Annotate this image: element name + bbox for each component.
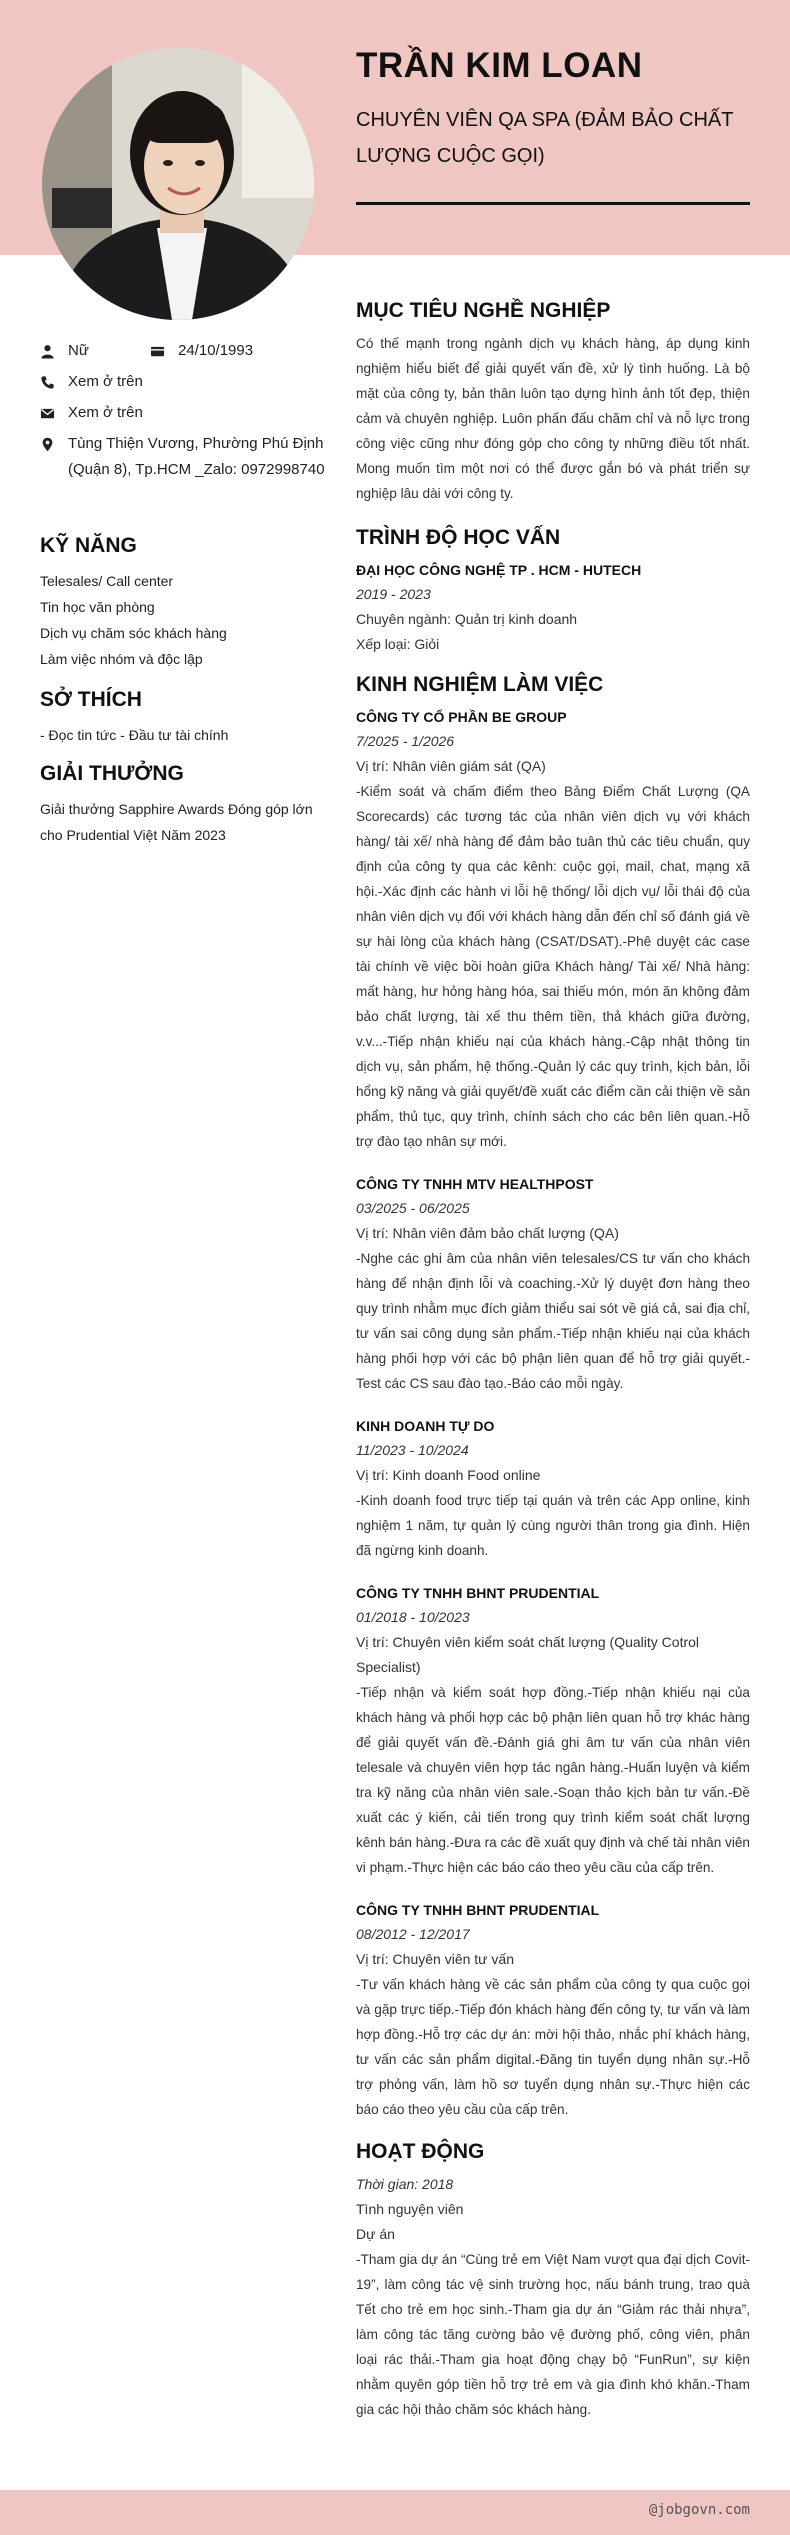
company-name: CÔNG TY CỔ PHẦN BE GROUP — [356, 709, 567, 725]
gender-value: Nữ — [68, 342, 89, 359]
job-position: Vị trí: Chuyên viên kiểm soát chất lượng (Quality Cotrol Specialist) — [356, 1634, 700, 1675]
education-section — [356, 526, 750, 657]
contact-section — [40, 338, 330, 483]
birthday-value: 24/10/1993 — [178, 342, 254, 359]
address-row — [40, 431, 330, 483]
footer-watermark: @jobgovn.com — [648, 2502, 750, 2518]
phone-icon — [40, 369, 68, 395]
company-name: CÔNG TY TNHH BHNT PRUDENTIAL — [356, 1585, 600, 1601]
education-period: 2019 - 2023 — [356, 586, 431, 602]
job-position: Vị trí: Kinh doanh Food online — [356, 1467, 541, 1483]
activity-description: -Tham gia dự án “Cùng trẻ em Việt Nam vượt qua đại dịch Covit-19”, làm công tác vệ sinh trường học, nấu bánh trung, trao quà Tết cho trẻ em học sinh.-Tham gia dự án “Giảm rác thải nhựa”, làm công tác tăng cường bảo vệ đường phố, công viên, phân loại rác thải.-Tham gia hoạt động chạy bộ “FunRun”, sự kiện nhằm quyên góp tiền hỗ trợ trẻ em và gia đình khó khăn.-Tham gia các hội thảo chăm sóc khách hàng. — [356, 2252, 750, 2417]
objective-section — [356, 299, 750, 506]
phone-value: Xem ở trên — [68, 373, 143, 390]
hobbies-section — [40, 688, 330, 748]
activity-role: Tình nguyện viên — [356, 2201, 464, 2217]
envelope-icon — [40, 400, 68, 426]
education-major: Chuyên ngành: Quản trị kinh doanh — [356, 611, 578, 627]
main-content — [356, 299, 750, 2422]
profile-photo — [42, 48, 314, 320]
objective-text: Có thế mạnh trong ngành dịch vụ khách hàng, áp dụng kinh nghiệm hiểu biết để giải quyết vấn đề, xử lý tình huống. Là bộ mặt của công ty, bản thân luôn tạo dựng hình ảnh tốt đẹp, thiện cảm và chuyên nghiệp. Luôn phấn đấu chăm chỉ và nỗ lực trong công việc cũng như đóng góp cho công ty những điều tốt nhất. Mong muốn tìm một nơi có thể được gắn bó và phát triển sự nghiệp lâu dài với công ty. — [356, 336, 750, 501]
skill-item: Telesales/ Call center — [40, 573, 174, 589]
activity-project: Dự án — [356, 2226, 395, 2242]
activities-section — [356, 2140, 750, 2422]
job-description: -Tiếp nhận và kiểm soát hợp đồng.-Tiếp nhận khiếu nại của khách hàng và phối hợp các bộ phận liên quan hỗ trợ khác hàng để giải quyết vấn đề.-Đánh giá ghi âm tư vấn của nhân viên telesale và chuyên viên hợp tác ngân hàng.-Huấn luyện và kiểm tra kỹ năng của nhân viên sale.-Soạn thảo kịch bản tư vấn.-Đề xuất các ý kiến, cải tiến trong quy trình kiểm soát chất lượng kênh bán hàng.-Đưa ra các đề xuất quy định và chế tài nhân viên vi phạm.-Thực hiện các báo cáo theo yêu cầu của cấp trên. — [356, 1685, 750, 1875]
job-description: -Kinh doanh food trực tiếp tại quán và trên các App online, kinh nghiệm 1 năm, tự quản lý cùng người thân trong gia đình. Hiện đã ngừng kinh doanh. — [356, 1493, 750, 1558]
job-period: 08/2012 - 12/2017 — [356, 1926, 470, 1942]
skills-section — [40, 534, 330, 672]
education-grade: Xếp loại: Giỏi — [356, 636, 440, 652]
job-entry — [356, 1581, 750, 1880]
experience-section — [356, 673, 750, 2122]
person-icon — [40, 338, 68, 364]
education-title: TRÌNH ĐỘ HỌC VẤN — [356, 526, 561, 549]
activities-title: HOẠT ĐỘNG — [356, 2140, 485, 2163]
skill-item: Dịch vụ chăm sóc khách hàng — [40, 625, 227, 641]
company-name: KINH DOANH TỰ DO — [356, 1418, 495, 1434]
address-value: Tùng Thiện Vương, Phường Phú Định (Quận 8), Tp.HCM _Zalo: 0972998740 — [68, 435, 325, 478]
job-period: 7/2025 - 1/2026 — [356, 733, 455, 749]
email-value: Xem ở trên — [68, 404, 143, 421]
gender-birthday-row — [40, 338, 330, 364]
phone-row — [40, 369, 330, 395]
title-divider — [356, 202, 750, 205]
awards-section — [40, 762, 316, 848]
job-entry — [356, 1414, 750, 1563]
skills-title: KỸ NĂNG — [40, 534, 137, 557]
job-position: Vị trí: Nhân viên đảm bảo chất lượng (QA) — [356, 1225, 619, 1241]
id-card-icon — [150, 338, 178, 364]
job-description: -Kiểm soát và chấm điểm theo Bảng Điểm Chất Lượng (QA Scorecards) các tương tác của nhân viên dịch vụ với khách hàng/ tài xế/ nhà hàng để đảm bảo tuân thủ các tiêu chuẩn, quy định của công ty qua các kênh: cuộc gọi, mail, chat, mạng xã hội.-Xác định các hành vi lỗi hệ thống/ lỗi dịch vụ/ lỗi thái độ của nhân viên dịch vụ đối với khách hàng dẫn đến chỉ số đánh giá về sự hài lòng của khách hàng (CSAT/DSAT).-Phê duyệt các case tài chính về việc bồi hoàn giữa Khách hàng/ Tài xế/ Nhà hàng: mất hàng, hư hỏng hàng hóa, sai thiếu món, món ăn không đảm bảo chất lượng, tài xế thu thêm tiền, thả khách giữa đường, v.v...-Tiếp nhận khiếu nại của khách hàng.-Cập nhật thông tin dịch vụ, sản phẩm, hệ thống.-Quản lý các quy trình, kịch bản, lỗi hổng kỹ năng và giải quyết/đề xuất các điểm cần cải thiện về sản phẩm, thủ tục, quy trình, chính sách cho các bên liên quan.-Hỗ trợ đào tạo nhân sự mới. — [356, 784, 750, 1149]
job-entry — [356, 1172, 750, 1396]
job-description: -Tư vấn khách hàng về các sản phẩm của công ty qua cuộc gọi và gặp trực tiếp.-Tiếp đón khách hàng đến công ty, tư vấn và làm hợp đồng.-Hỗ trợ các dự án: mời hội thảo, nhắc phí khách hàng, tư vấn các sản phẩm digital.-Đăng tin tuyển dụng nhân sự.-Hỗ trợ phỏng vấn, làm hồ sơ tuyển dụng nhân sự.-Thực hiện các báo cáo theo yêu cầu của cấp trên. — [356, 1977, 750, 2117]
skill-item: Tin học văn phòng — [40, 599, 155, 615]
hobbies-title: SỞ THÍCH — [40, 688, 142, 711]
skill-item: Làm việc nhóm và độc lập — [40, 651, 203, 667]
job-period: 03/2025 - 06/2025 — [356, 1200, 470, 1216]
job-period: 11/2023 - 10/2024 — [356, 1442, 469, 1458]
hobbies-text: - Đọc tin tức - Đầu tư tài chính — [40, 727, 229, 743]
job-position: Vị trí: Nhân viên giám sát (QA) — [356, 758, 546, 774]
candidate-name: TRẦN KIM LOAN — [356, 46, 643, 85]
awards-title: GIẢI THƯỞNG — [40, 762, 184, 785]
job-description: -Nghe các ghi âm của nhân viên telesales/CS tư vấn cho khách hàng để nhận định lỗi và coaching.-Xử lý duyệt đơn hàng theo quy trình nhằm mục đích giảm thiểu sai sót về giá cả, sai địa chỉ, tư vấn sai công dụng sản phẩm.-Tiếp nhận khiếu nại của khách hàng phối hợp với các bộ phận liên quan để hỗ trợ giải quyết.-Test các CS sau đào tạo.-Báo cáo mỗi ngày. — [356, 1251, 750, 1391]
school-name: ĐẠI HỌC CÔNG NGHỆ TP . HCM - HUTECH — [356, 562, 642, 578]
job-entry — [356, 705, 750, 1154]
objective-title: MỤC TIÊU NGHỀ NGHIỆP — [356, 299, 611, 322]
job-title: CHUYÊN VIÊN QA SPA (ĐẢM BẢO CHẤT LƯỢNG CUỘC GỌI) — [356, 109, 734, 167]
activity-time: Thời gian: 2018 — [356, 2176, 454, 2192]
company-name: CÔNG TY TNHH MTV HEALTHPOST — [356, 1176, 594, 1192]
job-period: 01/2018 - 10/2023 — [356, 1609, 470, 1625]
awards-text: Giải thưởng Sapphire Awards Đóng góp lớn cho Prudential Việt Năm 2023 — [40, 801, 313, 843]
company-name: CÔNG TY TNHH BHNT PRUDENTIAL — [356, 1902, 600, 1918]
email-row — [40, 400, 330, 426]
job-position: Vị trí: Chuyên viên tư vấn — [356, 1951, 514, 1967]
job-entry — [356, 1898, 750, 2122]
experience-title: KINH NGHIỆM LÀM VIỆC — [356, 673, 604, 696]
location-pin-icon — [40, 431, 68, 457]
